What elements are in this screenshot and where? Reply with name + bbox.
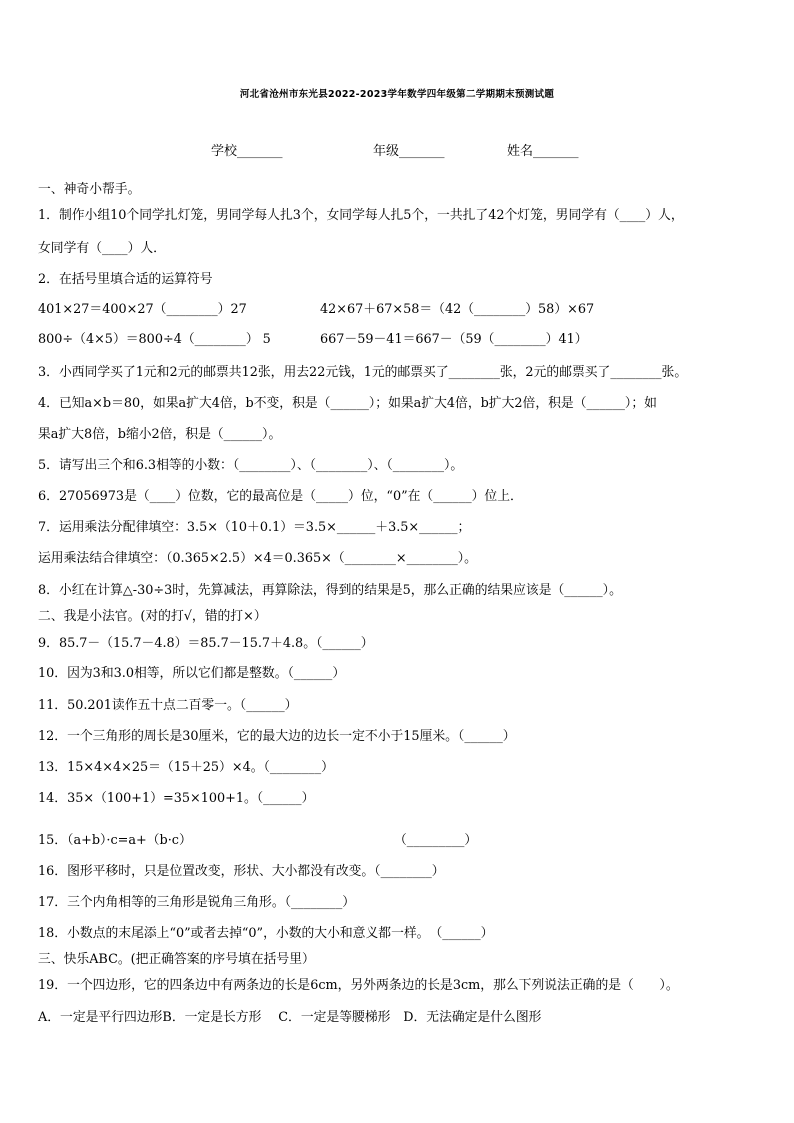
page-title: 河北省沧州市东光县2022-2023学年数学四年级第二学期期末预测试题	[239, 89, 555, 100]
question-text: 13．15×4×4×25＝（15＋25）×4。（________）	[38, 760, 334, 775]
answer-options: A．一定是平行四边形B．一定是长方形 C．一定是等腰梯形 D．无法确定是什么图形	[38, 1010, 542, 1025]
question-text: 17．三个内角相等的三角形是锐角三角形。（________）	[38, 895, 356, 910]
question-text: 6．27056973是（____）位数，它的最高位是（_____）位，“0”在（______）位上．	[38, 489, 523, 504]
question-text: 10．因为3和3.0相等，所以它们都是整数。（______）	[38, 666, 346, 681]
name-field: 姓名_______	[507, 144, 579, 159]
question-text: 15．（a+b）·c=a+（b·c）	[38, 833, 192, 848]
question-text: 19．一个四边形，它的四条边中有两条边的长是6cm，另外两条边的长是3cm，那么下列说法正确的是（ ）。	[38, 978, 679, 993]
question-text: 12．一个三角形的周长是30厘米，它的最大边的边长一定不小于15厘米。（______）	[38, 729, 516, 744]
section-heading: 三、快乐ABC。(把正确答案的序号填在括号里）	[38, 952, 315, 967]
question-text: 7．运用乘法分配律填空：3.5×（10＋0.1）＝3.5×______＋3.5×______；	[38, 520, 471, 535]
equation-text: 401×27＝400×27（________）27	[38, 302, 247, 317]
question-text: 9．85.7－（15.7－4.8）＝85.7－15.7＋4.8。（______）	[38, 636, 374, 651]
equation-text: 667－59－41＝667－（59（________）41）	[320, 332, 588, 347]
grade-field: 年级_______	[373, 144, 445, 159]
question-text: 1．制作小组10个同学扎灯笼，男同学每人扎3个，女同学每人扎5个，一共扎了42个灯笼，男同学有（____）人，	[38, 208, 684, 223]
question-text: 女同学有（____）人．	[38, 241, 166, 256]
question-text: 14．35×（100+1）=35×100+1。（______）	[38, 791, 315, 806]
question-text: 11．50.201读作五十点二百零一。（______）	[38, 698, 298, 713]
question-text: 16．图形平移时，只是位置改变，形状、大小都没有改变。（________）	[38, 864, 445, 879]
question-text: 运用乘法结合律填空：（0.365×2.5）×4＝0.365×（________×________）。	[38, 551, 477, 566]
question-text: 18．小数点的末尾添上“0”或者去掉“0”，小数的大小和意义都一样。 （______）	[38, 926, 494, 941]
answer-blank: （_________）	[394, 833, 478, 848]
question-text: 3．小西同学买了1元和2元的邮票共12张，用去22元钱，1元的邮票买了________张，2元的邮票买了________张。	[38, 365, 688, 380]
question-text: 4．已知a×b＝80，如果a扩大4倍，b不变，积是（______）；如果a扩大4倍，b扩大2倍，积是（______）；如	[38, 396, 657, 411]
equation-text: 42×67＋67×58＝（42（________）58）×67	[320, 302, 595, 317]
question-text: 5．请写出三个和6.3相等的小数：（________）、（________）、（________）。	[38, 458, 464, 473]
question-text: 8．小红在计算△-30÷3时，先算减法，再算除法，得到的结果是5，那么正确的结果应该是（______）。	[38, 583, 622, 598]
question-text: 2．在括号里填合适的运算符号	[38, 272, 213, 287]
question-text: 果a扩大8倍，b缩小2倍，积是（______）。	[38, 427, 282, 442]
section-heading: 二、我是小法官。(对的打√，错的打×）	[38, 609, 267, 624]
section-heading: 一、神奇小帮手。	[38, 182, 141, 197]
school-field: 学校_______	[211, 144, 283, 159]
equation-text: 800÷（4×5）＝800÷4（________） 5	[38, 332, 271, 347]
